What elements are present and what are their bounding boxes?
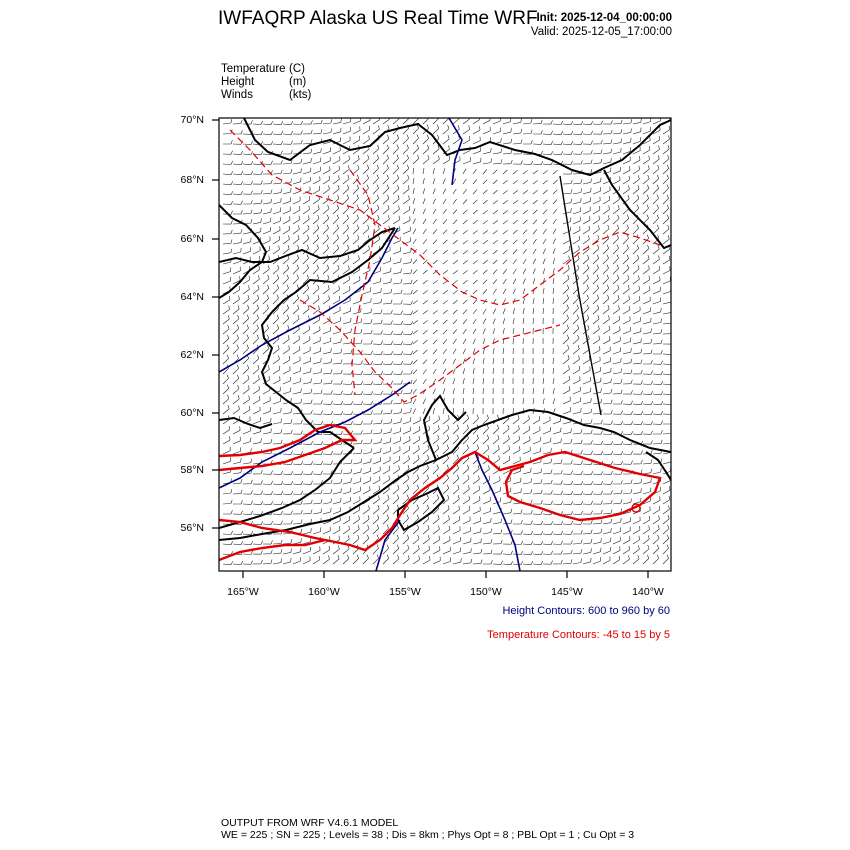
bristol-bay (219, 448, 354, 528)
lon-ticks (243, 571, 648, 578)
st-lawrence-island (219, 418, 272, 428)
temperature-contour-peninsula (219, 452, 660, 550)
temperature-contour-interior (300, 300, 560, 402)
lat-ticks (212, 120, 219, 528)
lat-label: 68°N (180, 174, 204, 186)
lon-label: 165°W (227, 586, 259, 598)
lon-label: 150°W (470, 586, 502, 598)
coastline (219, 118, 671, 540)
lon-label: 145°W (551, 586, 583, 598)
wind-barb-paths (223, 115, 673, 565)
lon-label: 160°W (308, 586, 340, 598)
init-time: Init: 2025-12-04_00:00:00 (536, 12, 672, 24)
lat-label: 60°N (180, 407, 204, 419)
map-frame (219, 118, 671, 571)
lat-label: 62°N (180, 349, 204, 361)
field-winds-unit: (kts) (289, 89, 312, 101)
lat-label: 58°N (180, 464, 204, 476)
temperature-contours-legend: Temperature Contours: -45 to 15 by 5 (487, 629, 670, 641)
lon-label: 155°W (389, 586, 421, 598)
valid-time: Valid: 2025-12-05_17:00:00 (530, 26, 672, 38)
height-contours-legend: Height Contours: 600 to 960 by 60 (502, 605, 670, 617)
cook-inlet (424, 396, 466, 460)
lat-label: 66°N (180, 233, 204, 245)
lat-label: 64°N (180, 291, 204, 303)
field-temperature-unit: (C) (289, 63, 305, 75)
lon-label: 140°W (632, 586, 664, 598)
norton-sound (272, 228, 395, 312)
field-winds-name: Winds (221, 89, 253, 101)
canada-border (560, 176, 601, 415)
temperature-contour-south (219, 425, 355, 470)
north-slope-coast (244, 118, 671, 175)
model-options: WE = 225 ; SN = 225 ; Levels = 38 ; Dis = 8km ; Phys Opt = 8 ; PBL Opt = 1 ; Cu Opt = 3 (221, 829, 635, 841)
lat-label: 56°N (180, 522, 204, 534)
field-height-unit: (m) (289, 76, 307, 88)
temperature-contours (219, 130, 660, 560)
field-temperature-name: Temperature (221, 63, 286, 75)
wind-barbs (223, 115, 673, 565)
chart-title: IWFAQRP Alaska US Real Time WRF (218, 8, 538, 29)
height-contour-2 (219, 382, 410, 488)
lat-label: 70°N (180, 114, 204, 126)
field-height-name: Height (221, 76, 255, 88)
model-info: OUTPUT FROM WRF V4.6.1 MODEL (221, 817, 399, 829)
